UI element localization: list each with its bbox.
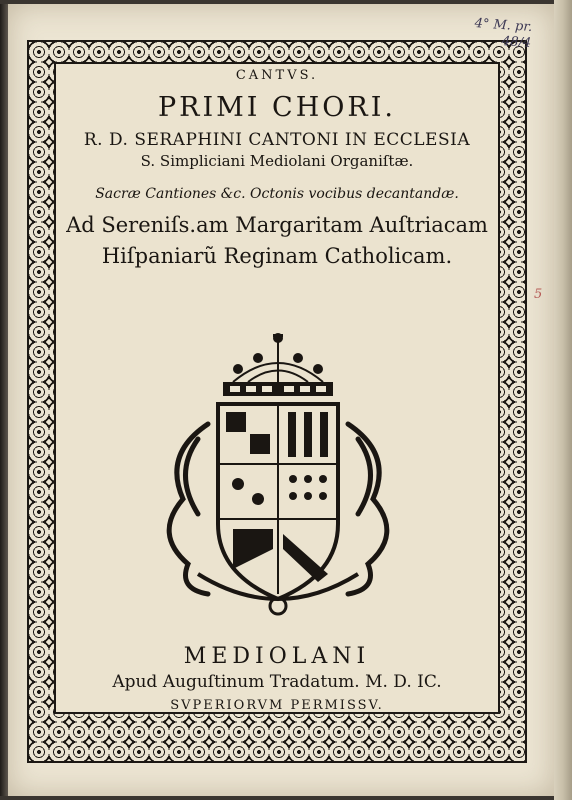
city-line: MEDIOLANI	[183, 644, 371, 669]
coat-of-arms-icon	[138, 324, 418, 624]
author-line: R. D. SERAPHINI CANTONI IN ECCLESIA	[83, 130, 471, 150]
cantus-heading: CANTVS.	[235, 68, 319, 83]
title-page	[8, 4, 554, 796]
shelfmark-line-2: 48/4	[501, 33, 532, 51]
dedication-line-1: Ad Sereniſs.am Margaritam Auſtriacam	[66, 213, 488, 237]
page-fore-edge	[554, 0, 572, 800]
dedication-line-2: Hiſpaniarũ Reginam Catholicam.	[101, 244, 453, 268]
printer-line: Apud Auguſtinum Tradatum. M. D. IC.	[112, 672, 442, 692]
permission-line: SVPERIORVM PERMISSV.	[170, 698, 384, 713]
handwritten-shelfmark	[473, 16, 533, 52]
pencil-page-mark: 5	[534, 287, 543, 302]
church-line: S. Simpliciani Mediolani Organiſtæ.	[140, 152, 414, 170]
sacrae-cantiones-line: Sacræ Cantiones &c. Octonis vocibus decantandæ.	[95, 186, 459, 202]
primi-chori-title: PRIMI CHORI.	[158, 92, 396, 123]
shelfmark-line-1: 4° M. pr.	[474, 16, 534, 36]
